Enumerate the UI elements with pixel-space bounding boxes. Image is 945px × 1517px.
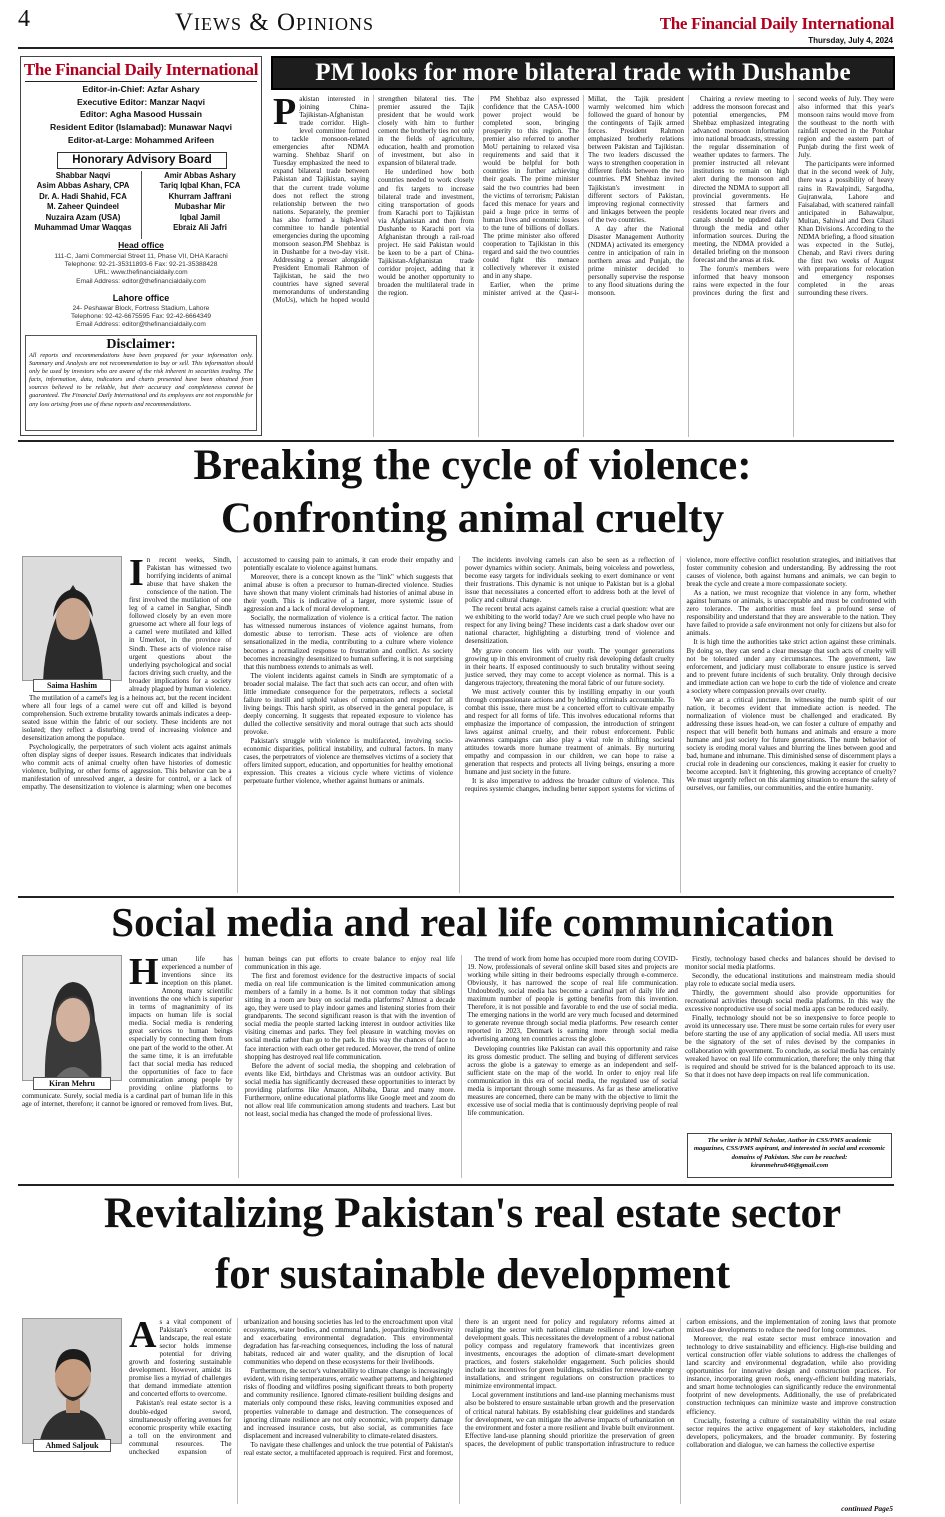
article1-paragraph: The participants were informed that in the second week of July, there was a possibility of heavy rains in Rawalpindi, Sargodha, Gujranwala, Lahore and Faisalabad, with scattered rainfall anticipated in Bahawalpur, Multan, Sahiwal and Dera Ghazi Khan Divisions. According to the NDMA briefing, a flood situation was expected in the Sutlej, Chenab, and Ravi rivers during the first two weeks of August with preparations for relocation and emergency responses completed in the areas surrounding these rivers. bbox=[798, 160, 894, 298]
article4-headline-line2: for sustainable development bbox=[214, 1251, 731, 1298]
article2-headline-line1: Breaking the cycle of violence: bbox=[193, 442, 752, 489]
article3-paragraph: Before the advent of social media, the shopping and celebration of events like Eid, birthdays and Christmas was an outdoor activity. But social media has significantly decreased these opportunities to interact by providing platforms like Amazon, Alibaba, Daraz and many more. Furthermore, online educational platforms like Google meet and zoom do not allow real life communication among students and teachers. Last but not least, social media has changed the mode of professional lives. bbox=[244, 1061, 456, 1118]
article1-paragraph: The forum's members were informed that heavy monsoon rains were expected in the four provinces during the first and second weeks of July. They were also informed that this year's monsoon rains would move from the southeast to the north with rainfall expected in the Potohar region and the eastern part of Punjab during the first week of July. bbox=[693, 95, 894, 298]
article2-paragraph: The recent brutal acts against camels raise a crucial question: what are we exhibiting to the world today? Are we such cruel people who have no respect for any living being? These incidents cast a dark shadow over our national character, highlighting a disturbing trend of violence and desensitization. bbox=[465, 605, 675, 646]
masthead-rule bbox=[25, 81, 257, 82]
article4-body bbox=[22, 1318, 896, 1504]
article4-paragraph: s a vital component of Pakistan's economic landscape, the real estate sector holds immense potential for driving growth and fostering sustainable development. However, amidst its promise lies a myriad of challenges that demand immediate attention and concerted efforts to overcome. bbox=[129, 1318, 232, 1399]
advisor-name: Ebraiz Ali Jafri bbox=[173, 223, 227, 233]
advisor-name: Iqbal Jamil bbox=[179, 212, 221, 222]
lahore-office-line: 24- Peshawar Block, Fortress Stadium, Lahore bbox=[72, 305, 210, 312]
article4-paragraph: To navigate these challenges and unlock the true potential of Pakistan's real estate sector, a multifaceted approach is required. First and foremost, there is an urgent need for policy and regulatory reforms aimed at realigning the sector with national climate resilience and low-carbon development goals. This necessitates the development of a robust national policy compass and regulatory framework that incentivizes green investments, encourages the adoption of climate-smart development practices, and fosters stakeholder engagement. Such policies should include tax incentives for green buildings, subsidies for renewable energy installations, and stringent regulations on construction practices to minimize environmental impact. bbox=[243, 1318, 675, 1457]
article2-paragraph: As a nation, we must recognize that violence in any form, whether against humans or animals, is unacceptable and must be confronted with zero tolerance. The authorities must feel a profound sense of responsibility and understand that they are answerable to the nation. They have failed to provide a safe environment not only for citizens but also for animals. bbox=[686, 589, 896, 638]
article2-paragraph: Psychologically, the perpetrators of such violent acts against animals often display signs of deeper issues. Research indicates that individuals who commit acts of animal cruelty often have histories of domestic violence, bullying, or other forms of aggression. This behavior can be a manifestation of unresolved anger, a desire for control, or a lack of empathy. The desensitization to violence is alarming; when one becomes accustomed to causing pain to animals, it can erode their empathy and potentially escalate to violence against humans. bbox=[22, 556, 453, 792]
article3-paragraph: Thirdly, the government should also provide opportunities for recreational activities through social media platforms. In this way the excessive nonproductive use of social media apps can be reduced easily. bbox=[685, 989, 895, 1014]
section-rule bbox=[18, 1184, 894, 1186]
article3-paragraph: Finally, technology should not be so inexpensive to force people to avoid its unnecessary use. There must be some certain rules for every user before starting the use of any application of social media. All users must be the signatory of the set of rules devised by the companies in collaboration with government. To conclude, as social media has certainly wreaked havoc on real life communication, therefore; the only thing that is required and should be strived for is the balanced approach to its use. So that it does not have deep impacts on real life communication. bbox=[685, 1014, 895, 1079]
continued-note: continued Page5 bbox=[841, 1504, 893, 1513]
head-office-line: Email Address: editor@thefinancialdaily.com bbox=[76, 277, 206, 285]
lahore-office-line: Telephone: 92-42-6675595 Fax: 92-42-6664349 bbox=[70, 313, 212, 321]
article1-headline-bar bbox=[271, 56, 895, 90]
article2-body bbox=[22, 556, 896, 893]
header-date: Thursday, July 4, 2024 bbox=[808, 36, 893, 45]
article1-paragraph: akistan interested in joining China-Tajikistan-Afghanistan trade corridor. High-level committee formed to tackle monsoon-related emergencies after NDMA warning. Shehbaz Sharif on Tuesday emphasized the need to expand bilateral trade between Pakistan and Tajikistan, saying that the current trade volume does not reflect the strong relationship between the two nations. Separately, the premier has also formed a high-level committee to handle potential emergencies during the upcoming monsoon season.PM Shehbaz is in Dushanbe for a two-day visit. Addressing a presser alongside President Emomali Rahmon of Tajikistan, he said the two countries have signed several memorandums of understanding (MoUs), which he hoped would strengthen bilateral ties. The premier assured the Tajik president that he would work closely with him to further cement the brotherly ties not only in the fields of agriculture, education, health and promotion of investment, but also in expansion of bilateral trade. bbox=[273, 95, 474, 305]
advisor-name: Shabbar Naqvi bbox=[55, 171, 111, 180]
article2-headline-line2: Confronting animal cruelty bbox=[220, 495, 725, 542]
article4-headline-line1: Revitalizing Pakistan's real estate sector bbox=[103, 1190, 842, 1237]
article4-paragraph: Crucially, fostering a culture of sustainability within the real estate sector requires the active engagement of key stakeholders, including developers, policymakers, and the broader community. By fostering collaboration and dialogue, we can harness the collective expertise bbox=[686, 1416, 896, 1449]
header-brand: The Financial Daily International bbox=[659, 14, 894, 33]
article2-dropcap: I bbox=[129, 556, 144, 594]
article1-paragraph: Chairing a review meeting to address the monsoon forecast and potential emergencies, PM Shehbaz emphasized integrating advanced monsoon information into national broadcasts, stressing the regular dissemination of weather updates to farmers. The premier instructed all relevant institutions to remain on high alert during the monsoon and directed the NDMA to support all provincial governments. He stressed that farmers and residents located near rivers and canals should be updated daily through the media and other information sources. During the meeting, the NDMA provided a detailed briefing on the monsoon forecast and the areas at risk. bbox=[693, 95, 789, 264]
article2-paragraph: Moreover, there is a concept known as the "link" which suggests that animal abuse is often a precursor to human-directed violence. Studies have shown that many violent criminals had histories of animal abuse in their youth. This is indicative of a larger, more systemic issue of aggression and a lack of moral development. bbox=[243, 573, 453, 614]
head-office-line: URL: www.thefinancialdaily.com bbox=[94, 269, 188, 277]
editor-line: Resident Editor (Islamabad): Munawar Naqvi bbox=[50, 122, 232, 133]
article4-paragraph: Moreover, the real estate sector must embrace innovation and technology to drive sustainability and efficiency. High-rise building and vertical construction offer viable solutions to address the challenges of land scarcity and environmental degradation, while also providing opportunities for innovative design and construction practices. For instance, incorporating green roofs, energy-efficient building materials, and smart home technologies can significantly reduce the environmental footprint of new developments. Additionally, the use of prefabricated construction techniques can minimize waste and improve construction efficiency. bbox=[686, 1335, 896, 1416]
article3-paragraph: The first and foremost evidence for the destructive impacts of social media on real life communication is the limited communication among members of a family in a home. Is it not common today that siblings sitting in a room are busy on social media platforms? Almost a decade ago, they were used to play indoor games and listening stories from their grandparents. The second significant reason is that with the invention of social media the people started lacking interest in outdoor activities like visiting cinemas and parks. They feel pleasure in watching movies on social media rather than go to the park. In this way the chances of face to face interaction with each other get reduced. Moreover, the trend of online shopping has destroyed real life communication. bbox=[244, 972, 456, 1061]
article3-body bbox=[22, 955, 678, 1178]
article2-paragraph: Pakistan's struggle with violence is multifaceted, involving socio-economic disparities, political instability, and cultural factors. In many cases, the perpetrators of violence are themselves victims of a society that offers limited support, education, and opportunities for healthy emotional expression. This creates a vicious cycle where victims of violence perpetuate further violence, whether against humans or animals. bbox=[243, 737, 453, 786]
top-rule bbox=[18, 47, 894, 49]
advisor-name: Mubashar Mir bbox=[174, 202, 226, 212]
article2-paragraph: The violent incidents against camels in Sindh are symptomatic of a broader social malaise. The fact that such acts can occur, and often with little immediate consequence for the perpetrators, reflects a societal failure to instill and uphold values of compassion and respect for all living beings. This harsh spirit, as observed in the general populace, is deeply concerning. It suggests that repeated exposure to violence has dulled the collective sensitivity and moral outrage that such acts should provoke. bbox=[243, 671, 453, 736]
editor-line: Editor-at-Large: Mohammed Arifeen bbox=[67, 134, 215, 145]
article4-dropcap: A bbox=[129, 1318, 157, 1356]
masthead-box bbox=[20, 56, 262, 436]
article1-paragraph: PM Shehbaz also expressed confidence that the CASA-1000 power project would be completed soon, bringing prosperity to this region. The premier also referred to another MoU pertaining to relaxed visa requirements and said that it would be helpful for both countries in further achieving their goals. The prime minister said the two countries had been the victims of terrorism; Pakistan faced this menace for years and paid a huge price in terms of human lives and economic losses to the tune of billions of dollars. The prime minister also offered cooperation to Tajikistan in this regard and said the two countries could fight this menace collectively wherever it existed and in any shape. bbox=[483, 95, 579, 281]
masthead-title: The Financial Daily International bbox=[23, 60, 259, 79]
article1-dropcap: P bbox=[273, 95, 297, 133]
article2-paragraph: n recent weeks, Sindh, Pakistan has witnessed two horrifying incidents of animal abuse that have shaken the conscience of the nation. The first involved the mutilation of one leg of a camel in Sanghar, Sindh followed closely by an even more gruesome act where all four legs of a camel were mutilated and killed in Umerkot, in the province of Sindh. These acts of violence raise urgent questions about the underlying psychological and social factors driving such cruelty, and the broader implications for a society already plagued by human violence. bbox=[129, 556, 232, 693]
advisory-board-title: Honorary Advisory Board bbox=[57, 152, 227, 169]
advisory-left-list bbox=[25, 171, 142, 239]
article2-paragraph: The incidents involving camels can also be seen as a reflection of power dynamics within society. Animals, being voiceless and powerless, become easy targets for individuals seeking to exert dominance or vent their frustrations. This dynamic is not unique to Pakistan but is a global issue that necessitates a concerted effort to address both at the level of policy and cultural change. bbox=[465, 556, 675, 605]
article4-paragraph: Pakistan's real estate sector is a double-edged sword, simultaneously offering avenues for economic prosperity while exacting a toll on the environment and communal resources. The unchecked expansion of urbanization and housing societies has led to the encroachment upon vital ecosystems, water bodies, and communal lands, jeopardizing biodiversity and exacerbating environmental degradation. This environmental degradation has far-reaching consequences, including the loss of natural habitats, reduced air and water quality, and the disruption of local communities who depend on these ecosystems for their livelihoods. bbox=[129, 1318, 453, 1456]
article2-paragraph: It is high time the authorities take strict action against these criminals. By doing so, they can send a clear message that such acts of cruelty will not be tolerated under any circumstances. The government, law enforcement, and judiciary must collaborate to ensure justice is served and to prevent future incidents of such brutality. Only through decisive and immediate action can we hope to curb the tide of violence and create a society where compassion prevails over cruelty. bbox=[686, 638, 896, 695]
advisor-name: Nuzaira Azam (USA) bbox=[45, 212, 121, 222]
article1-body bbox=[273, 95, 894, 437]
advisor-name: Dr. A. Hadi Shahid, FCA bbox=[39, 191, 127, 201]
author-caption-kiran: Kiran Mehru bbox=[33, 1077, 111, 1090]
article3-author-note bbox=[687, 1133, 892, 1178]
lahore-office-title: Lahore office bbox=[112, 293, 170, 303]
article1-paragraph: A day after the National Disaster Management Authority (NDMA) activated its emergency centre in anticipation of rain in northern areas and Punjab, the prime minister decided to personally supervise the response to any flood situations during the monsoon. bbox=[588, 224, 684, 298]
article2-paragraph: It is also imperative to address the broader culture of violence. This requires systemic changes, including better support systems for victims of violence, more effective conflict resolution strategies, and initiatives that foster community cohesion and understanding. By addressing the root causes of violence, both against humans and animals, we can begin to break the cycle and create a more compassionate society. bbox=[465, 556, 896, 794]
article3-dropcap: H bbox=[129, 955, 159, 993]
advisor-name: Muhammad Umar Waqqas bbox=[34, 223, 132, 233]
author-note-text: The writer is MPhil Scholar, Author in CSS/PMS academic magazines, CSS/PMS aspirant, and interested in social and economic domains of Pakistan. She can be reached: kiranmehru846@gmail.com bbox=[693, 1137, 886, 1169]
editor-line: Executive Editor: Manzar Naqvi bbox=[77, 96, 205, 107]
head-office-line: 111-C, Jami Commercial Street 11, Phase VII, DHA Karachi bbox=[54, 253, 228, 260]
disclaimer-text: All reports and recommendations have been prepared for your information only. Summary and Analysis are not recommendation to buy or sell. This information should only be used by investors who are aware of the risk inherent in securities trading. The facts, information, data, indicators and charts presented have been obtained from sources believed to be reliable, but their accuracy and completeness cannot be guaranteed. The Financial Daily International and its employees are not responsible for any loss arising from use of these reports and recommendations. bbox=[29, 352, 253, 408]
advisor-name: Khurram Jaffrani bbox=[168, 191, 232, 201]
article2-paragraph: Socially, the normalization of violence is a critical factor. The nation has witnessed numerous instances of violence against humans, from domestic abuse to terrorism. These acts of violence are often sensationalized in the media, contributing to a culture where violence becomes a normalized response to frustration and conflict. As society becomes increasingly desensitized to human suffering, it is not surprising that this numbness extends to animals as well. bbox=[243, 614, 453, 671]
article2-paragraph: The mutilation of a camel's leg is a heinous act, but the recent incident where all four legs of a camel were cut off and killed is beyond comprehension. Such extreme brutality towards animals indicates a deep-seated issue within the fabric of our society. These incidents are not isolated; they reflect a disturbing trend of increasing violence and desensitization among the populace. bbox=[22, 693, 232, 743]
article1-paragraph: He underlined how both countries needed to work closely and fix targets to increase bilateral trade and investment, citing transportation of goods from Karachi port to Tajikistan via Afghanistan and then from Dushanbe to Karachi port via Afghanistan through a rail-road project. He said Pakistan would be keen to be a part of China-Tajikistan-Afghanistan trade corridor project, adding that it would be another opportunity to broaden the multilateral trade in the region. bbox=[378, 168, 474, 298]
article3-headline: Social media and real life communication bbox=[111, 899, 834, 945]
page-number: 4 bbox=[18, 6, 30, 32]
article1-headline: PM looks for more bilateral trade with Dushanbe bbox=[315, 59, 851, 86]
article4-paragraph: Local government institutions and land-use planning mechanisms must also be bolstered to ensure sustainable urban growth and the preservation of critical natural habitats. By establishing clear guidelines and standards for development, we can mitigate the adverse impacts of urbanization on the environment and foster a more resilient and livable built environment. Effective land-use planning should prioritize the preservation of green spaces, the development of public transportation infrastructure to reduce carbon emissions, and the implementation of zoning laws that promote mixed-use developments to reduce the need for long commutes. bbox=[465, 1318, 896, 1448]
article2-paragraph: My grave concern lies with our youth. The younger generations growing up in this environment of cruelty risk developing default cruelty in their hearts. If exposed continuously to such brutality without seeing justice served, they may come to accept violence as normal. This is a dangerous trajectory, threatening the moral fabric of our future society. bbox=[465, 646, 675, 687]
article2-paragraph: We must actively counter this by instilling empathy in our youth through compassionate actions and by holding criminals accountable. To combat this issue, there must be a concerted effort to cultivate empathy and respect for all forms of life. This involves educational reforms that emphasize the importance of compassion, the introduction of stringent laws against animal cruelty, and their robust enforcement. Public awareness campaigns can also play a vital role in shifting societal attitudes towards more humane treatment of animals. By nurturing empathy and compassion in our children, we can hope to raise a generation that respects and protects all living beings, ensuring a more humane and just society in the future. bbox=[465, 687, 675, 777]
advisor-name: Amir Abbas Ashary bbox=[164, 171, 236, 180]
author-caption-saima: Saima Hashim bbox=[33, 679, 111, 692]
disclaimer-box bbox=[25, 335, 257, 431]
advisor-name: Tariq Iqbal Khan, FCA bbox=[159, 181, 241, 191]
article3-paragraph: The trend of work from home has occupied more room during COVID-19. Now, professionals of several online skill based sites and projects are working while sitting in their bedrooms especially through e-commerce. Obviously, it has narrowed the scope of real life communication. Undoubtedly, social media has become a cardinal part of daily life and maximum number of people is getting benefits from this invention. Therefore, it is not possible and favorable to end the use of social media. The emerging nations in the world are very much focused and determined to generate revenue through social media platforms. Pew research center reported in 2023, Denmark is earning more through social media advertising among ten countries across the globe. bbox=[467, 955, 678, 1044]
editor-line: Editor: Agha Masood Hussain bbox=[80, 109, 202, 120]
article3-paragraph: uman life has experienced a number of inventions since its inception on this planet. Among many scientific inventions the one which is superior in terms of magnanimity of its impacts on human life is social media. Social media is rendering great services to human beings especially by connecting them from one part of the world to the other. At the same time, it is an irrefutable fact that social media has reduced the opportunities of face to face communication among people by providing online platforms to communicate. Surely, social media is a cardinal part of human life in this age of internet, therefore; it cannot be ignored or removed from lives. But, human beings can put efforts to create balance to enjoy real life communication in this age. bbox=[22, 955, 456, 1108]
author-caption-ahmed: Ahmed Saljouk bbox=[33, 1439, 111, 1452]
lahore-office-line: Email Address: editor@thefinancialdaily.com bbox=[76, 321, 206, 329]
disclaimer-title: Disclaimer: bbox=[106, 337, 176, 352]
article2-paragraph: We are at a critical juncture. In witnessing the numb spirit of our nation, it becomes evident that immediate action is needed. The normalization of violence must be challenged and eradicated. By addressing these issues head-on, we can foster a culture of empathy and respect that will benefit both humans and animals and ensure a more humane and just society for future generations. The numb behavior of society is eroding moral values and blurring the lines between good and bad, humane and inhumane. This diminished sense of discernment plays a crucial role in deadening our consciences, making it easier for cruelty to become accepted. Isn't it frightening, this growing acceptance of cruelty? We must urgently reflect on this alarming situation to ensure the safety of ourselves, our families, our communities, and the entire humanity. bbox=[686, 695, 896, 793]
article3-paragraph: Developing countries like Pakistan can avail this opportunity and raise its gross domestic product. The selling and buying of different services across the globe is a gateway to emerge as an independent and self-sufficient state on the map of the world. In order to enjoy real life communication in this era of social media, the regulated use of social media is important through some measures. As far as these ameliorative measures are concerned, there can be many with the objective to limit the excessive use of social media that is continuously depriving people of real life communication. bbox=[467, 1044, 678, 1117]
article3-paragraph: Firstly, technology based checks and balances should be devised to monitor social media platforms. bbox=[685, 955, 895, 972]
advisor-name: Asim Abbas Ashary, CPA bbox=[36, 181, 130, 191]
article1-paragraph: Earlier, when the prime minister arrived at the Qasr-i-Millat, the Tajik president warmly welcomed him which followed the guard of honour by the contingents of Tajik armed forces. President Rahmon emphasized brotherly relations between Pakistan and Tajikistan. The two leaders discussed the ways to strengthen cooperation in different fields between the two countries. PM Shehbaz invited Tajikistan's investment in different sectors of Pakistan, improving regional connectivity and linkages between the people of the two countries. bbox=[483, 95, 684, 298]
editor-line: Editor-in-Chief: Azfar Ashary bbox=[82, 84, 200, 94]
article3-body-last-column bbox=[685, 955, 895, 1086]
section-title: Views & Opinions bbox=[175, 9, 375, 36]
head-office-title: Head office bbox=[118, 240, 164, 250]
article3-paragraph: Secondly, the educational institutions and mainstream media should play role to educate social media users. bbox=[685, 972, 895, 989]
article4-paragraph: Furthermore, the sector's vulnerability to climate change is increasingly evident, with rising temperatures, erratic weather patterns, and heightened risks of flooding and wildfires posing significant threats to both property and community resilience. Ignored climate-resilient building designs and materials only compound these risks, leaving communities exposed and properties vulnerable to damage and destruction. The consequences of ignoring climate resilience are not only economic, with property damage and increased insurance costs, but also social, as communities face displacement and increased vulnerability to climate-related disasters. bbox=[243, 1367, 453, 1440]
head-office-line: Telephone: 92-21-35311893-6 Fax: 92-21-35388428 bbox=[64, 261, 218, 269]
advisor-name: M. Zaheer Quindeel bbox=[47, 202, 119, 212]
advisory-right-list bbox=[142, 171, 258, 239]
